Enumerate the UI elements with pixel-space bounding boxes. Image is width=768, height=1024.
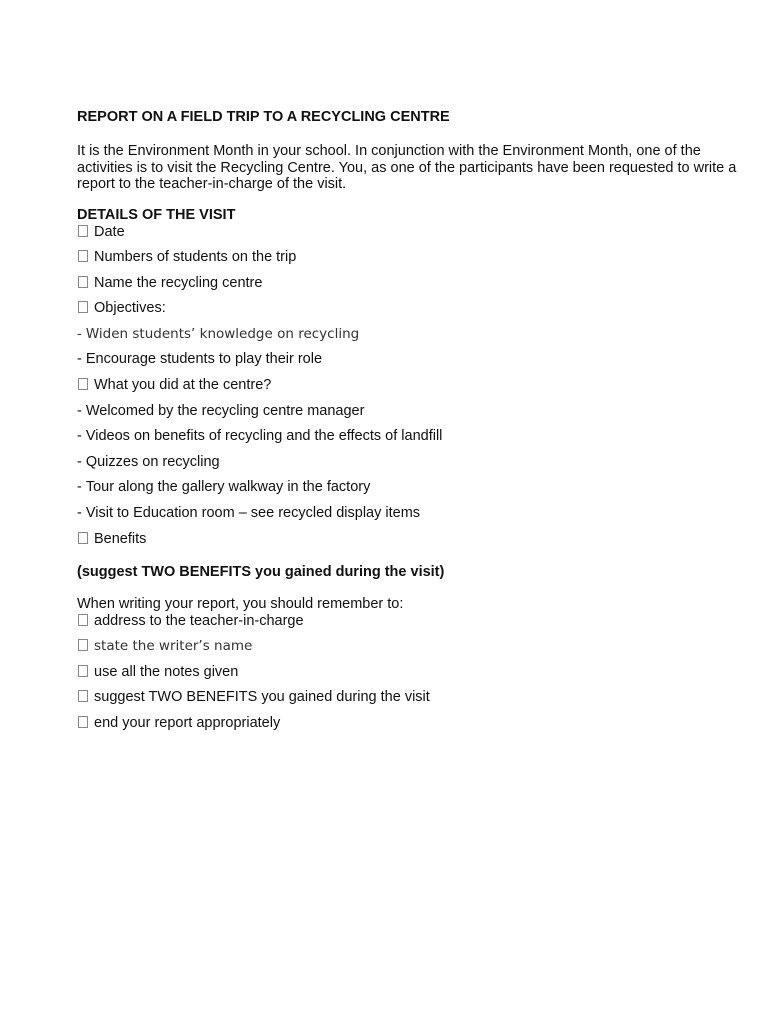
checkbox-glyph-icon	[78, 690, 88, 702]
dash-bullet: -	[77, 428, 82, 445]
checkbox-glyph-icon	[78, 276, 88, 288]
list-item: - Quizzes on recycling	[77, 453, 220, 470]
list-item: Objectives:	[77, 300, 737, 317]
document-title: REPORT ON A FIELD TRIP TO A RECYCLING CENTRE	[77, 109, 450, 125]
list-item: address to the teacher-in-charge	[77, 613, 737, 630]
checkbox-glyph-icon	[78, 301, 88, 313]
list-item: Name the recycling centre	[77, 275, 737, 292]
intro-paragraph: It is the Environment Month in your school. In conjunction with the Environment Month, one of the activities is to visit the Recycling Centre. You, as one of the participants have been requested to write a report to the teacher-in-charge of the visit.	[77, 143, 737, 192]
checkbox-glyph-icon	[78, 250, 88, 262]
list-item: Benefits	[77, 531, 737, 548]
list-item: - Widen students’ knowledge on recycling	[77, 325, 360, 342]
list-item: use all the notes given	[77, 664, 737, 681]
list-item: - Encourage students to play their role	[77, 351, 323, 368]
details-list	[77, 224, 737, 548]
dash-bullet: -	[77, 453, 82, 470]
list-item: Date	[77, 224, 737, 241]
details-heading: DETAILS OF THE VISIT	[77, 206, 236, 223]
list-item: Numbers of students on the trip	[77, 249, 737, 266]
dash-bullet: -	[77, 351, 82, 368]
list-item: state the writer’s name	[77, 638, 737, 655]
dash-bullet: -	[77, 402, 82, 419]
list-item: end your report appropriately	[77, 715, 737, 732]
checkbox-glyph-icon	[78, 665, 88, 677]
checkbox-glyph-icon	[78, 639, 88, 651]
dash-bullet: -	[77, 325, 82, 342]
checkbox-glyph-icon	[78, 716, 88, 728]
list-item: What you did at the centre?	[77, 377, 737, 394]
list-item: - Videos on benefits of recycling and the effects of landfill	[77, 428, 443, 445]
dash-bullet: -	[77, 505, 82, 522]
reminder-intro: When writing your report, you should remember to:	[77, 595, 404, 612]
list-item: suggest TWO BENEFITS you gained during the visit	[77, 689, 737, 706]
suggest-note: (suggest TWO BENEFITS you gained during the visit)	[77, 563, 445, 580]
document-page	[77, 109, 737, 732]
checkbox-glyph-icon	[78, 225, 88, 237]
dash-bullet: -	[77, 479, 82, 496]
list-item: - Tour along the gallery walkway in the factory	[77, 479, 371, 496]
list-item: - Welcomed by the recycling centre manager	[77, 402, 365, 419]
checkbox-glyph-icon	[78, 614, 88, 626]
list-item: - Visit to Education room – see recycled display items	[77, 505, 421, 522]
checkbox-glyph-icon	[78, 378, 88, 390]
reminder-list	[77, 613, 737, 732]
checkbox-glyph-icon	[78, 532, 88, 544]
